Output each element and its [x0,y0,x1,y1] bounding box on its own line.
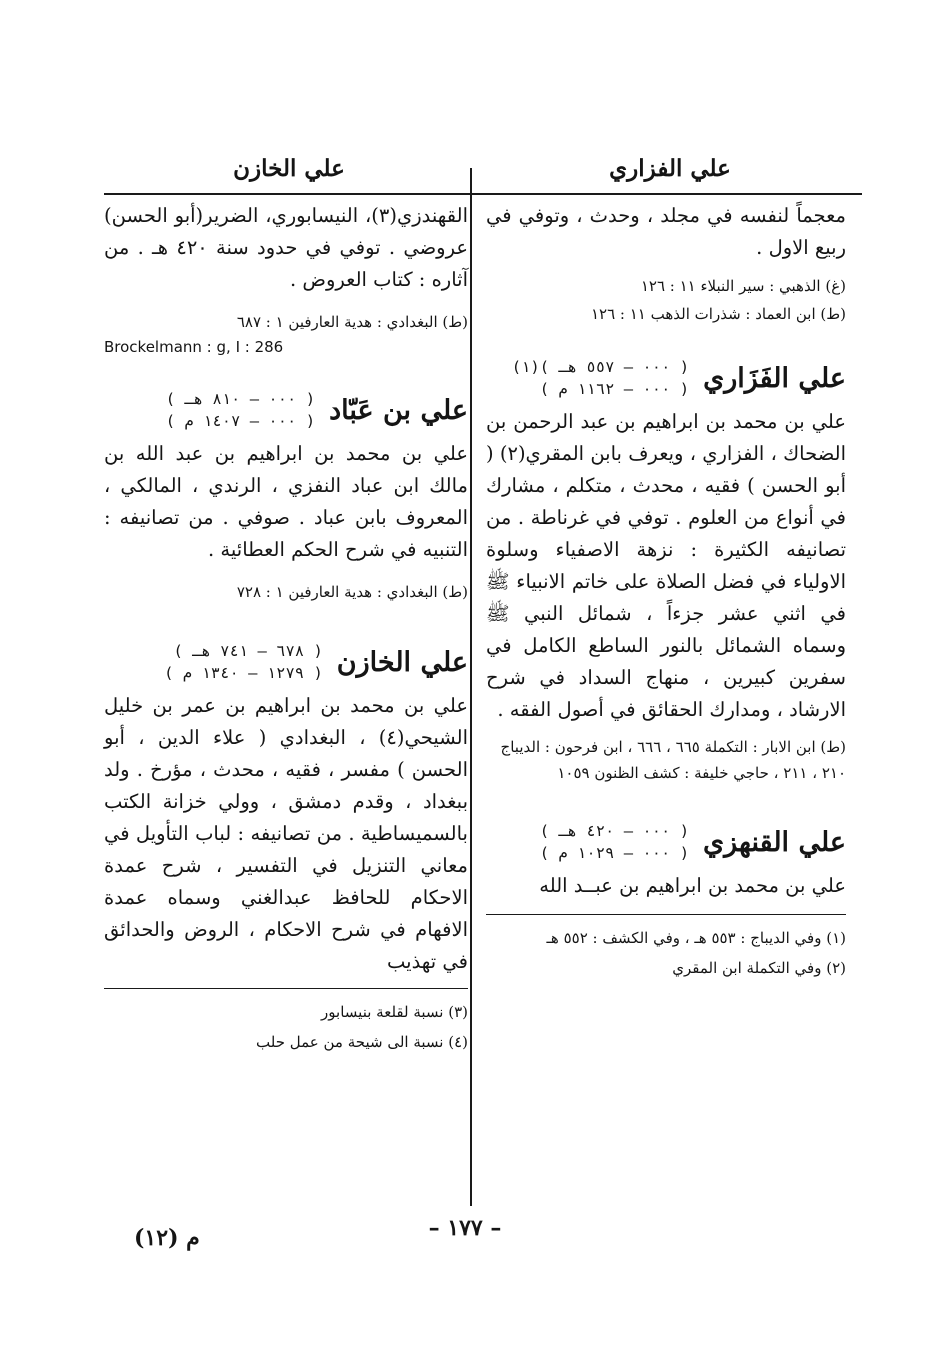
entry-dates [512,356,689,400]
dates-hijri: ( ٠٠٠ – ٨١٠ هـ ) [165,390,316,408]
reference-line: (ط) البغدادي : هدية العارفين ١ : ٦٨٧ [236,313,468,331]
dates-gregorian: ( ٠٠٠ – ١٠٢٩ م ) [539,844,690,862]
dates-gregorian: ( ٠٠٠ – ١١٦٢ م ) [539,380,690,398]
reference-line: (ط) البغدادي : هدية العارفين ١ : ٧٢٨ [236,583,468,601]
entry-name: علي القنهزي [703,826,846,858]
reference-line: (غ) الذهبي : سير النبلاء ١١ : ١٢٦ [640,277,846,295]
entry-body: علي بن محمد بن ابراهيم بن عبــد الله [539,874,846,897]
printer-signature: م (١٢) [134,1225,200,1251]
entry-heading [104,640,468,684]
dates-gregorian: ( ٠٠٠ – ١٤٠٧ م ) [165,412,316,430]
entry-name: علي الفَزَاري [703,362,846,394]
entry-name: علي بن عَبّاد [329,394,468,426]
brockelmann-reference: Brockelmann : g, I : 286 [104,338,284,356]
footnote: (٢) وفي التكملة ابن المقري [672,959,846,977]
footnote: (١) وفي الديباج : ٥٥٣ هـ ، وفي الكشف : ٥٥٢ هـ [546,929,846,947]
entry-heading [486,356,846,400]
entry-dates [540,820,689,864]
continued-entry-text: معجماً لنفسه في مجلد ، وحدث ، وتوفي في ربيع الاول . [486,204,846,259]
dates-hijri: ( ٠٠٠ – ٥٥٧ هـ )(١) [511,358,690,376]
continued-entry-text: القهندزي(٣)، النيسابوري، الضرير(أبو الحسن) عروضي . توفي في حدود سنة ٤٢٠ هـ . من آثاره : كتاب العروض . [104,204,468,291]
right-column [486,200,846,983]
entry-body: علي بن محمد بن ابراهيم بن عمر بن خليل الشيحي(٤) ، البغدادي ( علاء الدين ، أبو الحسن ) مفسر ، فقيه ، محدث ، مؤرخ . ولد ببغداد ، وقدم دمشق ، وولي خزانة الكتب بالسميساطية . من تصانيفه : لباب التأويل في معاني التنزيل في التفسير ، شرح عمدة الاحكام للحافظ عبدالغني وسماه عمدة الافهام في شرح الاحكام ، الروض والحدائق في تهذيب [104,694,468,973]
page-number: – ١٧٧ – [428,1215,502,1241]
footnote-rule [486,914,846,915]
entry-name: علي الخازن [336,646,468,678]
entry-heading [104,388,468,432]
running-header-left: علي الخازن [233,155,345,182]
reference-line: (ط) ابن العماد : شذرات الذهب ١١ : ١٢٦ [590,305,846,323]
dates-gregorian: ( ١٢٧٩ – ١٣٤٠ م ) [164,664,323,682]
entry-dates [164,640,323,684]
left-column [104,200,468,1057]
dates-hijri: ( ٦٧٨ – ٧٤١ هـ ) [173,642,323,660]
entry-heading [486,820,846,864]
footnote: (٣) نسبة لقلعة بنيسابور [321,1003,468,1021]
header-rule [104,193,862,195]
entry-dates [166,388,315,432]
footnote: (٤) نسبة الى شيحة من عمل حلب [256,1033,468,1051]
footnote-rule [104,988,468,989]
running-header-right: علي الفزاري [609,155,731,182]
entry-body: علي بن محمد بن ابراهيم بن عبد الرحمن بن الضحاك ، الفزاري ، ويعرف بابن المقري(٢) ( أبو الحسن ) فقيه ، محدث ، متكلم ، مشارك في أنواع من العلوم . توفي في غرناطة . من تصانيفه الكثيرة : نزهة الاصفياء وسلوة الاولياء في فضل الصلاة على خاتم الانبياء ﷺ في اثني عشر جزءاً ، شمائل النبي ﷺ وسماه الشمائل بالنور الساطع الكامل في سفرين كبيرين ، منهاج السداد في شرح الارشاد ، ومدارك الحقائق في أصول الفقه . [486,410,846,721]
reference-block: (ط) ابن الابار : التكملة ٦٦٥ ، ٦٦٦ ، ابن فرحون : الديباج ٢١٠ ، ٢١١ ، حاجي خليفة : كشف الظنون ١٠٥٩ [500,738,846,782]
entry-body: علي بن محمد بن ابراهيم بن عبد الله بن مالك ابن عباد النفزي ، الرندي ، المالكي ، المعروف بابن عباد . صوفي . من تصانيفه : التنبيه في شرح الحكم العطائية . [104,442,468,561]
column-divider [470,168,472,1206]
dates-hijri: ( ٠٠٠ – ٤٢٠ هـ ) [539,822,690,840]
